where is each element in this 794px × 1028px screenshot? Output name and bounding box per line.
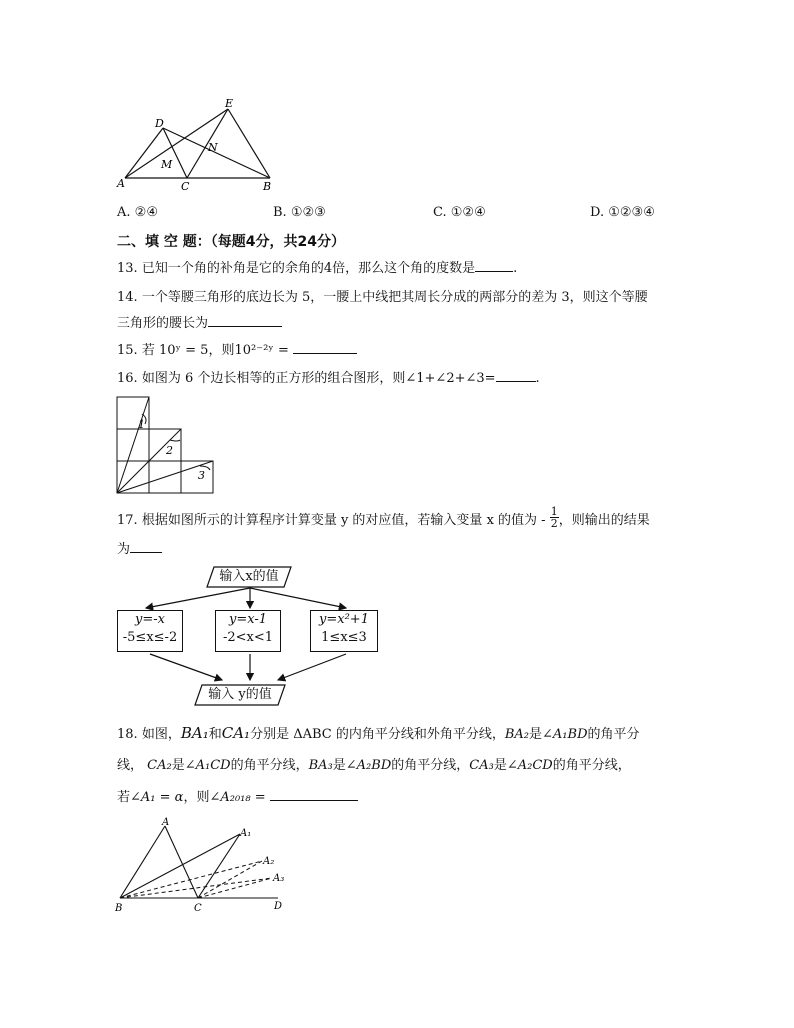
question-17-line1 (117, 505, 650, 530)
option-a-letter: A. (117, 205, 131, 220)
q15-answer-blank[interactable] (293, 353, 357, 354)
label-C: C (181, 180, 190, 193)
option-c-value: ①②④ (450, 205, 486, 220)
flow-right-range: 1≤x≤3 (321, 630, 367, 645)
flow-output-label: 输入 y的值 (208, 687, 272, 702)
angle-bisector-figure (112, 816, 292, 914)
flow-left-formula: y=-x (135, 612, 165, 627)
question-13 (117, 260, 517, 278)
label-B: B (263, 180, 272, 193)
q17-number: 17. (117, 513, 138, 528)
question-18-line1 (117, 724, 640, 744)
q15-number: 15. (117, 343, 138, 358)
q16-text: 如图为 6 个边长相等的正方形的组合图形，则∠1+∠2+∠3= (141, 371, 496, 386)
q18-l1-f: BA₂ (504, 727, 530, 742)
question-16 (117, 370, 540, 388)
angle-label-2: 2 (166, 444, 173, 457)
q16-number: 16. (117, 371, 138, 386)
q14-text-line1: 一个等腰三角形的底边长为 5，一腰上中线把其周长分成的两部分的差为 3，则这个等腰 (141, 290, 648, 305)
q17-answer-blank[interactable] (130, 552, 162, 553)
q13-answer-blank[interactable] (475, 271, 513, 272)
question-15 (117, 342, 357, 360)
flow-box-middle (215, 610, 281, 652)
q16-tail: . (535, 371, 540, 386)
option-d-value: ①②③④ (608, 205, 655, 220)
q18-l3-a: 若 (117, 790, 131, 805)
flow-output-node (194, 684, 286, 706)
q18-l2-m: 的角平分线， (552, 758, 631, 773)
question-18-line3 (117, 789, 358, 807)
q18-l2-g: 是 (332, 758, 346, 773)
q15-mid: ，则 (208, 343, 235, 358)
flow-box-left (117, 610, 183, 652)
option-c-letter: C. (433, 205, 447, 220)
squares-figure (116, 396, 220, 496)
q18-l1-a: 如图， (141, 727, 181, 742)
flow-middle-range: -2<x<1 (222, 630, 274, 645)
question-14-line2 (117, 315, 282, 333)
flow-middle-formula: y=x-1 (228, 612, 267, 627)
option-b[interactable] (273, 205, 326, 220)
q18-l1-g: 是 (529, 727, 543, 742)
q17-after: ，则输出的结果 (558, 513, 650, 528)
q14-number: 14. (117, 290, 138, 305)
question-17-line2 (117, 541, 162, 559)
angle-label-3: 3 (198, 469, 205, 482)
option-b-letter: B. (273, 205, 287, 220)
q17-text: 根据如图所示的计算程序计算变量 y 的对应值，若输入变量 x 的值为 - (141, 513, 546, 528)
q18-l2-l: ∠A₂CD (506, 758, 553, 773)
q14-answer-blank[interactable] (208, 326, 282, 327)
q17-frac-numerator: 1 (550, 505, 558, 518)
q13-tail: . (513, 261, 518, 276)
fig18-label-A2: A₂ (263, 856, 275, 867)
label-M: M (161, 158, 173, 171)
q18-l2-i: 的角平分线， (391, 758, 470, 773)
fig18-label-A3: A₃ (273, 873, 285, 884)
option-d-letter: D. (590, 205, 605, 220)
fig18-label-A: A (162, 817, 170, 828)
q18-l1-h: ∠A₁BD (542, 727, 588, 742)
fig18-label-B: B (115, 903, 123, 914)
flow-box-right (310, 610, 378, 652)
q18-l2-j: CA₃ (469, 758, 494, 773)
q18-l1-c: 和 (208, 727, 222, 742)
option-b-value: ①②③ (290, 205, 326, 220)
flow-right-formula: y=x²+1 (319, 612, 369, 627)
angle-label-1: 1 (138, 418, 145, 431)
q18-answer-blank[interactable] (270, 800, 358, 801)
label-D: D (155, 117, 164, 130)
fig18-label-A1: A₁ (240, 828, 252, 839)
flow-input-label: 输入x的值 (219, 569, 279, 584)
q18-l3-d: ∠A₂₀₁₈ = (209, 790, 266, 805)
q17-fraction (550, 506, 559, 529)
fig18-label-C: C (194, 903, 202, 914)
q13-number: 13. (117, 261, 138, 276)
q18-l1-i: 的角平分 (587, 727, 640, 742)
q18-l2-b: CA₂ (147, 758, 172, 773)
fig18-label-D: D (274, 901, 283, 912)
label-E: E (225, 97, 234, 110)
q18-l1-d: CA₁ (221, 724, 251, 742)
option-a-value: ②④ (134, 205, 158, 220)
triangle-figure (115, 95, 285, 195)
q18-l3-c: ，则 (183, 790, 210, 805)
option-a[interactable] (117, 205, 158, 220)
q18-l2-e: 的角平分线， (230, 758, 309, 773)
q15-pre: 若 (141, 343, 155, 358)
q18-l2-f: BA₃ (308, 758, 333, 773)
q15-condition: 10ʸ = 5 (158, 343, 209, 358)
option-c[interactable] (433, 205, 486, 220)
q13-text: 已知一个角的补角是它的余角的4倍，那么这个角的度数是 (141, 261, 476, 276)
q14-text-line2: 三角形的腰长为 (117, 316, 209, 331)
q18-l1-e: 分别是 ΔABC 的内角平分线和外角平分线， (250, 727, 505, 742)
q17-text-line2: 为 (117, 542, 131, 557)
question-14-line1 (117, 289, 648, 307)
q17-frac-denominator: 2 (550, 517, 558, 530)
q18-l2-d: ∠A₁CD (184, 758, 231, 773)
flow-left-range: -5≤x≤-2 (122, 630, 178, 645)
q15-expression: 10²⁻²ʸ = (234, 343, 289, 358)
flow-input-node (206, 566, 292, 588)
option-d[interactable] (590, 205, 655, 220)
q18-l2-c: 是 (171, 758, 185, 773)
q18-l2-h: ∠A₂BD (345, 758, 392, 773)
q18-l3-b: ∠A₁ = α (130, 790, 184, 805)
label-A: A (117, 177, 125, 190)
section-title: 二、填 空 题：（每题4分，共24分） (117, 234, 345, 250)
q18-l2-a: 线， (117, 758, 144, 773)
q18-number: 18. (117, 727, 138, 742)
label-N: N (208, 141, 218, 154)
q16-answer-blank[interactable] (496, 381, 536, 382)
q18-l1-b: BA₁ (180, 724, 209, 742)
question-18-line2 (117, 757, 631, 775)
q18-l2-k: 是 (493, 758, 507, 773)
